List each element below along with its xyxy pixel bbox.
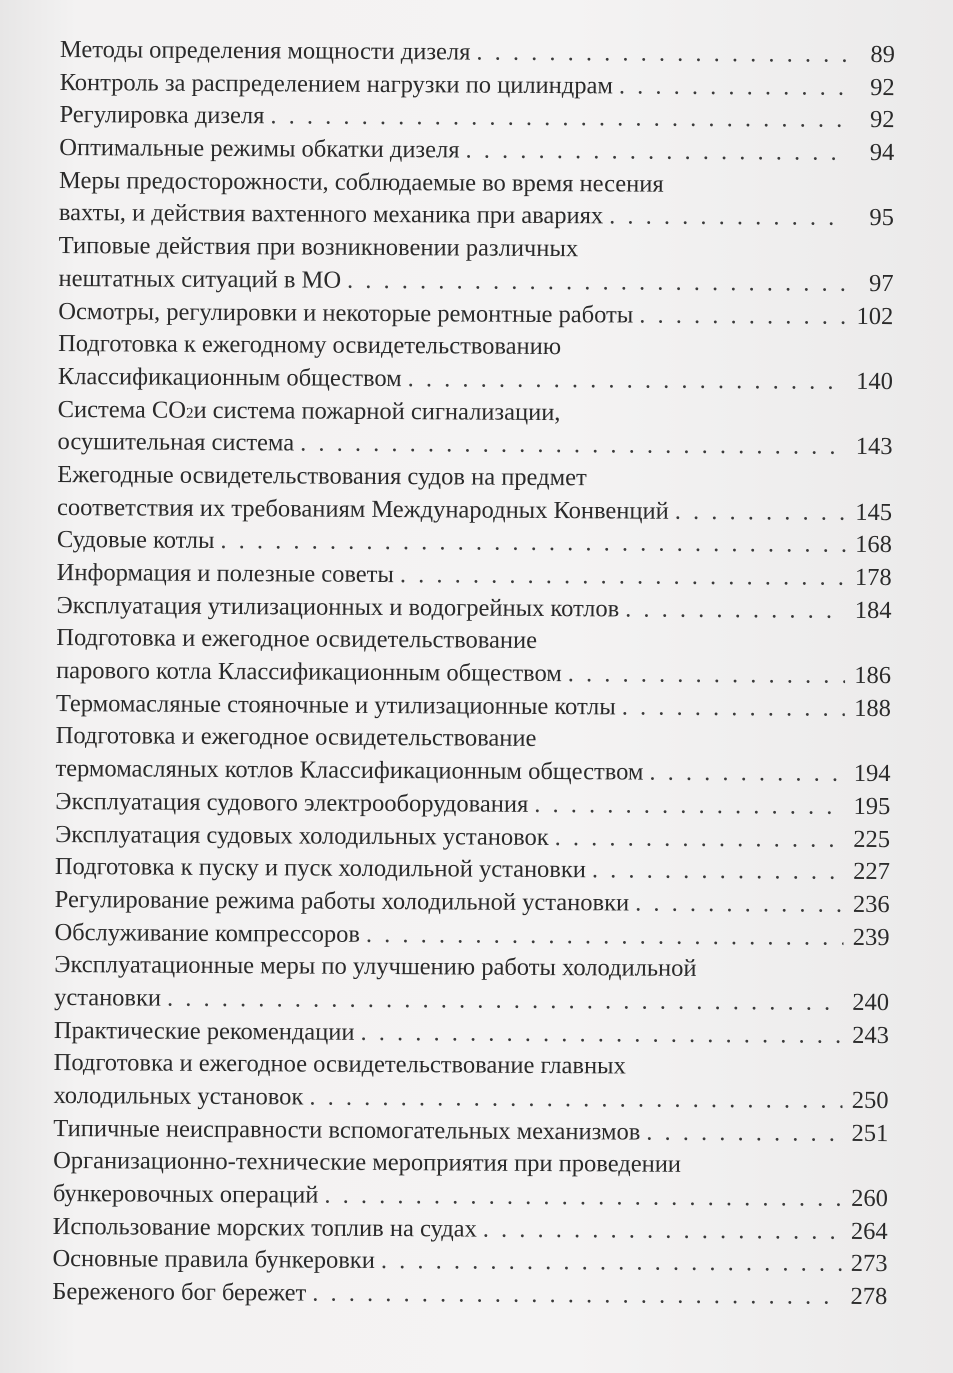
dot-leader <box>366 918 844 954</box>
toc-entry <box>53 1047 888 1117</box>
toc-entry-line <box>58 394 893 432</box>
toc-entry-line <box>53 1080 888 1118</box>
toc-entry-line <box>53 1211 888 1249</box>
dot-leader <box>534 789 844 824</box>
dot-leader <box>465 135 848 170</box>
toc-entry-title: Ежегодные освидетельствования судов на предмет <box>57 460 587 492</box>
toc-page-number: 260 <box>851 1184 888 1213</box>
toc-entry-title: Типовые действия при возникновении различных <box>58 232 579 263</box>
dot-leader <box>300 428 847 464</box>
toc-entry <box>55 818 890 856</box>
toc-entry <box>56 622 891 692</box>
toc-page-number: 273 <box>850 1250 888 1278</box>
toc-entry-line <box>57 557 892 595</box>
dot-leader <box>324 1180 842 1216</box>
toc-entry-title: термомасляных котлов Классификационным обществом <box>55 755 644 786</box>
dot-leader <box>568 658 846 692</box>
toc-entry <box>57 557 892 595</box>
toc-entry-line <box>57 492 892 530</box>
toc-entry-title: Подготовка к пуску и пуск холодильной установки <box>54 853 587 884</box>
dot-leader <box>622 691 845 725</box>
toc-entry <box>52 1276 887 1314</box>
dot-leader <box>476 37 849 72</box>
toc-entry-title: Эксплуатационные меры по улучшению работы холодильной <box>54 951 697 983</box>
toc-page-number: 168 <box>855 531 892 559</box>
toc-entry-line <box>53 1178 888 1216</box>
toc-page-number: 95 <box>869 204 894 232</box>
toc-entry-title: Основные правила бункеровки <box>52 1245 375 1275</box>
toc-page-number: 243 <box>852 1021 889 1049</box>
toc-page-number: 89 <box>870 40 895 69</box>
toc-entry-line <box>55 818 890 856</box>
toc-page-number: 102 <box>856 302 894 330</box>
toc-entry-line <box>52 1276 887 1314</box>
toc-entry-line <box>57 524 892 562</box>
toc-entry-title: Подготовка и ежегодное освидетельствование главных <box>53 1049 626 1080</box>
dot-leader <box>167 983 843 1020</box>
toc-entry-title: Эксплуатация утилизационных и водогрейных котлов <box>56 591 620 623</box>
toc-entry-line <box>59 132 894 170</box>
toc-entry-line <box>55 851 890 889</box>
toc-entry-title: Информация и полезные советы <box>56 558 394 589</box>
toc-entry <box>56 688 891 726</box>
toc-entry-title: Эксплуатация судового электрооборудования <box>55 787 529 818</box>
toc-entry-title: Организационно-технические мероприятия при проведении <box>53 1147 682 1179</box>
toc-entry-title: вахты, и действия вахтенного механика при авариях <box>58 199 604 230</box>
toc-entry <box>54 949 889 1019</box>
toc-entry <box>53 1113 888 1151</box>
toc-entry-title: Практические рекомендации <box>53 1016 355 1046</box>
toc-entry <box>58 328 893 398</box>
toc-entry-title: Типичные неисправности вспомогательных механизмов <box>53 1114 641 1146</box>
toc-entry-line <box>54 982 889 1020</box>
toc-entry-line <box>60 34 895 72</box>
toc-page-number: 239 <box>852 923 890 951</box>
toc-entry-title: установки <box>54 983 162 1012</box>
dot-leader <box>309 1082 842 1118</box>
toc-entry-line <box>58 295 893 333</box>
toc-entry-title: парового котла Классификационным обществом <box>56 657 562 688</box>
toc-entry <box>56 590 891 628</box>
toc-entry-title: Классификационным обществом <box>57 362 402 392</box>
toc-entry-title: Термомасляные стояночные и утилизационные котлы <box>55 689 616 721</box>
dot-leader <box>649 757 844 791</box>
dot-leader <box>381 1245 842 1281</box>
toc-entry <box>52 1243 887 1281</box>
toc-entry-line <box>59 99 894 137</box>
toc-entry <box>55 851 890 889</box>
toc-entry <box>58 230 893 300</box>
dot-leader <box>625 593 846 627</box>
toc-entry <box>53 1211 888 1249</box>
toc-entry <box>57 394 892 464</box>
dot-leader <box>408 363 847 398</box>
dot-leader <box>312 1278 841 1314</box>
toc-entry-line <box>59 230 894 268</box>
toc-page-number: 186 <box>854 661 892 690</box>
toc-entry-line <box>57 459 892 497</box>
dot-leader <box>555 822 845 856</box>
toc-entry-line <box>59 197 894 235</box>
dot-leader <box>592 854 844 888</box>
toc-entry-title: Береженого бог бережет <box>52 1278 307 1307</box>
toc-entry <box>57 459 892 529</box>
toc-page-number: 250 <box>851 1086 889 1115</box>
toc-entry <box>54 917 889 955</box>
toc-entry-title-suffix: и система пожарной сигнализации, <box>193 396 561 426</box>
toc-page-number: 240 <box>852 988 890 1017</box>
toc-entry-line <box>55 786 890 824</box>
toc-entry-line <box>55 884 890 922</box>
toc-entry-title: Подготовка и ежегодное освидетельствование <box>55 722 537 753</box>
toc-entry-line <box>56 688 891 726</box>
toc-page-number: 94 <box>869 139 895 167</box>
toc-entry-line <box>56 655 891 693</box>
dot-leader <box>347 265 848 301</box>
toc-page-number: 145 <box>855 498 893 526</box>
toc-entry-line <box>56 590 891 628</box>
table-of-contents <box>52 34 895 1314</box>
toc-entry-title: Оптимальные режимы обкатки дизеля <box>59 134 460 164</box>
dot-leader <box>483 1213 842 1248</box>
toc-entry-title: Обслуживание компрессоров <box>54 918 361 948</box>
toc-entry-title: Методы определения мощности дизеля <box>59 35 471 66</box>
toc-page-number: 251 <box>851 1119 889 1147</box>
toc-entry <box>55 786 890 824</box>
toc-entry-line <box>52 1243 887 1281</box>
toc-entry-title: Эксплуатация судовых холодильных установок <box>55 820 549 851</box>
toc-entry <box>60 34 895 72</box>
toc-entry-line <box>53 1145 888 1183</box>
toc-entry-title: Подготовка к ежегодному освидетельствованию <box>58 330 562 361</box>
toc-page-number: 236 <box>852 890 890 918</box>
toc-entry-title: холодильных установок <box>53 1081 304 1111</box>
toc-entry-line <box>58 361 893 399</box>
toc-page-number: 227 <box>853 858 890 886</box>
dot-leader <box>646 1116 842 1150</box>
toc-entry <box>59 132 894 170</box>
toc-entry-title: Подготовка и ежегодное освидетельствование <box>56 624 538 655</box>
toc-entry-title: бункеровочных операций <box>52 1180 319 1209</box>
dot-leader <box>400 559 846 594</box>
toc-entry-title: Регулировка дизеля <box>59 101 265 130</box>
toc-entry-title: соответствия их требованиям Международных Конвенций <box>57 493 669 525</box>
dot-leader <box>270 101 848 137</box>
toc-entry-line <box>53 1113 888 1151</box>
toc-page-number: 264 <box>850 1217 888 1245</box>
toc-page-number: 143 <box>855 433 893 461</box>
toc-page-number: 92 <box>870 73 895 101</box>
dot-leader <box>635 887 844 921</box>
dot-leader <box>609 201 848 235</box>
toc-page-number: 92 <box>869 106 895 134</box>
toc-entry <box>59 99 894 137</box>
toc-page-number: 140 <box>856 367 893 395</box>
toc-entry <box>57 524 892 562</box>
toc-entry-line <box>55 753 890 791</box>
toc-entry-title: нештатных ситуаций в МО <box>58 264 342 294</box>
toc-entry-line <box>60 67 895 105</box>
toc-page-number: 178 <box>854 563 892 592</box>
toc-entry-line <box>54 1047 889 1085</box>
toc-page-number: 195 <box>853 792 891 820</box>
toc-entry-line <box>58 263 893 301</box>
toc-entry <box>53 1145 888 1215</box>
toc-entry-line <box>54 917 889 955</box>
toc-entry-line <box>57 426 892 464</box>
toc-entry <box>60 67 895 105</box>
toc-entry-line <box>58 328 893 366</box>
dot-leader <box>675 495 847 529</box>
toc-entry-line <box>54 949 889 987</box>
dot-leader <box>220 525 846 562</box>
toc-entry-title: Система СО <box>57 395 187 424</box>
toc-entry <box>59 165 894 235</box>
toc-entry-title: Меры предосторожности, соблюдаемые во время несения <box>59 166 664 198</box>
toc-entry-title: осушительная система <box>57 428 295 457</box>
toc-entry-line <box>56 622 891 660</box>
dot-leader <box>619 70 849 104</box>
toc-page-number: 184 <box>854 596 892 624</box>
toc-page-number: 278 <box>850 1282 888 1311</box>
dot-leader <box>360 1016 843 1052</box>
toc-entry <box>54 1015 889 1053</box>
dot-leader <box>639 299 847 333</box>
toc-entry-title: Судовые котлы <box>56 526 215 555</box>
toc-entry <box>58 295 893 333</box>
toc-entry-title: Использование морских топлив на судах <box>52 1212 477 1243</box>
toc-entry-line <box>56 720 891 758</box>
toc-entry-line <box>54 1015 889 1053</box>
toc-entry <box>55 884 890 922</box>
toc-entry-title: Регулирование режима работы холодильной установки <box>54 885 630 917</box>
toc-page-number: 188 <box>854 694 891 722</box>
toc-page-number: 225 <box>853 825 891 853</box>
toc-page-number: 194 <box>853 759 891 788</box>
toc-entry <box>55 720 890 790</box>
toc-entry-title: Осмотры, регулировки и некоторые ремонтные работы <box>58 297 634 329</box>
toc-entry-line <box>59 165 894 203</box>
toc-entry-title: Контроль за распределением нагрузки по цилиндрам <box>59 68 614 100</box>
toc-page-number: 97 <box>868 269 894 297</box>
